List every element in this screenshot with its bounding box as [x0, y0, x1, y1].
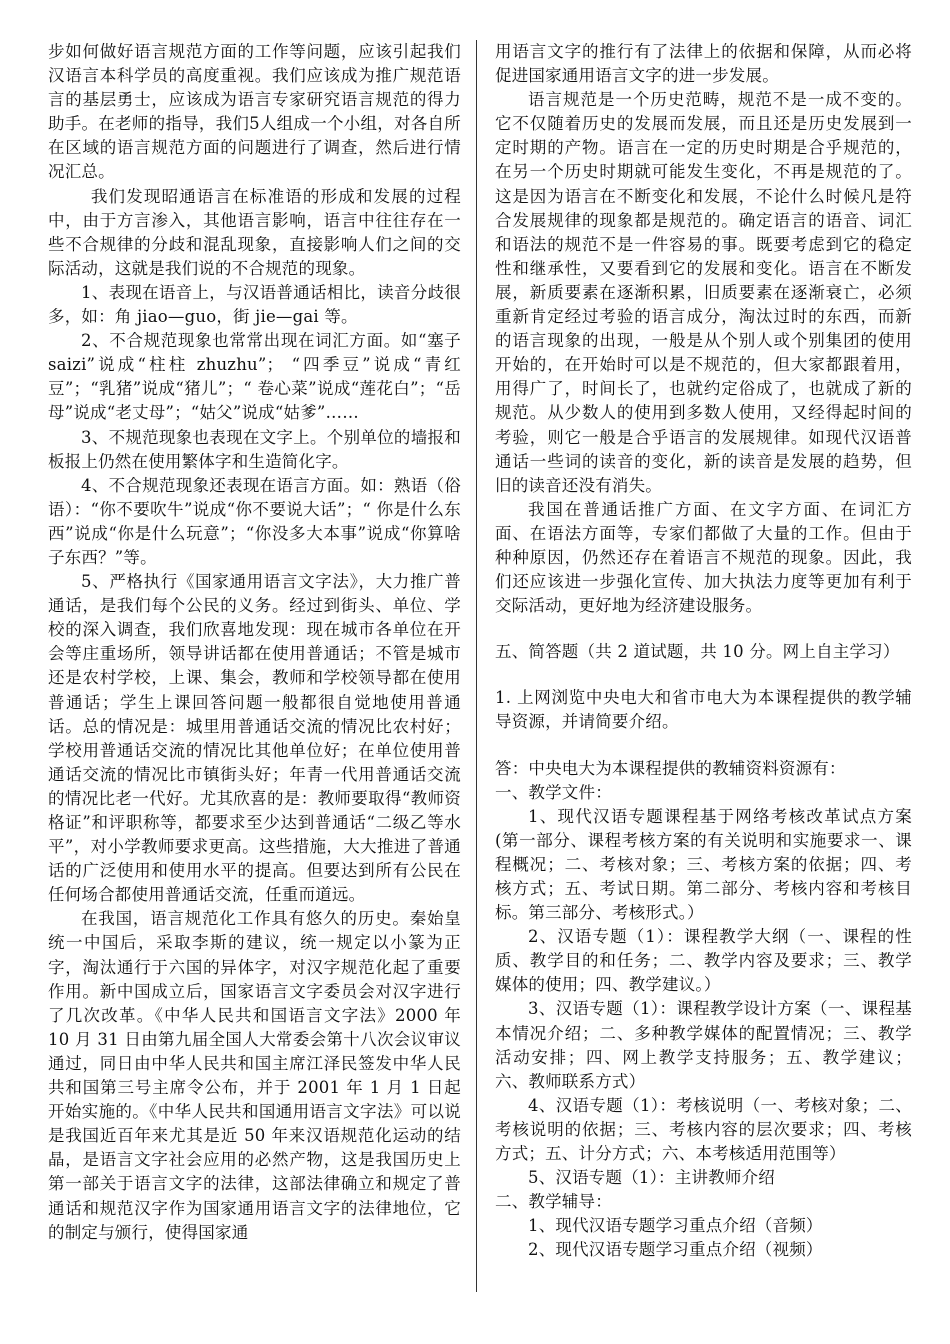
teaching-files-heading: 一、教学文件： [495, 782, 612, 802]
list-item: 5、汉语专题（1）：主讲教师介绍 [528, 1168, 775, 1188]
paragraph: 语言规范是一个历史范畴，规范不是一成不变的。它不仅随着历史的发展而发展，而且还是历史发展到一定时期的产物。语言在一定的历史时期是合乎规范的，在另一个历史时期就可能发生变化，不再是规范的了。这是因为语言在不断变化和发展，不论什么时候凡是符合发展规律的现象都是规范的。确定语言的语音、词汇和语法的规范不是一件容易的事。既要考虑到它的稳定性和继承性，又要看到它的发展和变化。语言在不断发展，新质要素在逐渐积累，旧质要素在逐渐衰亡，必须重新肯定经过考验的语言成分，淘汰过时的东西，而新的语言现象的出现，一般是从个别人或个别集团的使用开始的，在开始时可以是不规范的，但大家都跟着用，用得广了，时间长了，也就约定俗成了，也就成了新的规范。从少数人的使用到多数人使用，又经得起时间的考验，则它一般是合乎语言的发展规律。如现代汉语普通话一些词的读音的变化，新的读音是发展的趋势，但旧的读音还没有消失。 [495, 90, 912, 495]
list-item: 4、汉语专题（1）：考核说明（一、考核对象；二、考核说明的依据；三、考核内容的层次要求；四、考核方式；五、计分方式；六、本考核适用范围等） [495, 1095, 912, 1164]
paragraph: 1、表现在语音上，与汉语普通话相比，读音分歧很多，如：角 jiao—guo，街 jie—gai 等。 [48, 282, 461, 327]
list-item: 1、现代汉语专题学习重点介绍（音频） [528, 1216, 823, 1236]
paragraph: 我国在普通话推广方面、在文字方面、在词汇方面、在语法方面等，专家们都做了大量的工作。但由于种种原因，仍然还存在着语言不规范的现象。因此，我们还应该进一步强化宣传、加大执法力度等更加有利于交际活动，更好地为经济建设服务。 [495, 499, 912, 616]
paragraph: 3、不规范现象也表现在文字上。个别单位的墙报和板报上仍然在使用繁体字和生造简化字。 [48, 427, 461, 471]
list-item: 2、现代汉语专题学习重点介绍（视频） [528, 1240, 823, 1260]
list-item: 2、汉语专题（1）：课程教学大纲（一、课程的性质、教学目的和任务；二、教学内容及要求；三、教学媒体的使用；四、教学建议。） [495, 927, 912, 995]
teaching-support-heading: 二、教学辅导： [495, 1192, 612, 1212]
paragraph: 5、严格执行《国家通用语言文字法》，大力推广普通话，是我们每个公民的义务。经过到街头、单位、学校的深入调查，我们欣喜地发现：现在城市各单位在开会等庄重场所，领导讲话都在使用普通话；不管是城市还是农村学校，上课、集会，教师和学校领导都在使用普通话；学生上课回答问题一般都很自觉地使用普通话。总的情况是：城里用普通话交流的情况比农村好；学校用普通话交流的情况比其他单位好；在单位使用普通话交流的情况比市镇街头好；年青一代用普通话交流的情况比老一代好。尤其欣喜的是：教师要取得“教师资格证”和评职称等，都要求至少达到普通话“二级乙等水平”，对小学教师要求更高。这些措施，大大推进了普通话的广泛使用和使用水平的提高。但要达到所有公民在任何场合都使用普通话交流，任重而道远。 [48, 572, 461, 905]
paragraph: 我们发现昭通语言在标准语的形成和发展的过程中，由于方言渗入，其他语言影响，语言中往往存在一些不合规律的分歧和混乱现象，直接影响人们之间的交际活动，这就是我们说的不合规范的现象。 [48, 186, 461, 278]
column-divider [476, 40, 477, 1292]
paragraph: 用语言文字的推行有了法律上的依据和保障，从而必将促进国家通用语言文字的进一步发展。 [495, 42, 912, 86]
paragraph: 步如何做好语言规范方面的工作等问题，应该引起我们汉语言本科学员的高度重视。我们应该成为推广规范语言的基层勇士，应该成为语言专家研究语言规范的得力助手。在老师的指导，我们5人组成一个小组，对各自所在区域的语言规范方面的问题进行了调查，然后进行情况汇总。 [48, 42, 461, 182]
paragraph: 2、不合规范现象也常常出现在词汇方面。如“塞子saizi”说成“柱柱 zhuzhu”； “四季豆”说成“青红豆”；“乳猪”说成“猪儿”；“ 卷心菜”说成“莲花白”；“岳母”说成“老丈母”；“姑父”说成“姑爹”…… [48, 331, 461, 423]
list-item: 1、现代汉语专题课程基于网络考核改革试点方案(第一部分、课程考核方案的有关说明和实施要求一、课程概况；二、考核对象；三、考核方案的依据；四、考核方式；五、考试日期。第二部分、考核内容和考核目标。第三部分、考核形式。） [495, 806, 912, 923]
paragraph: 在我国，语言规范化工作具有悠久的历史。秦始皇统一中国后，采取李斯的建议，统一规定以小篆为正字，淘汰通行于六国的异体字，对汉字规范化起了重要作用。新中国成立后，国家语言文字委员会对汉字进行了几次改革。《中华人民共和国语言文字法》2000 年 10 月 31 日由第九届全国人大常委会第十八次会议审议通过，同日由中华人民共和国主席江泽民签发中华人民共和国第三号主席令公布，并于 2001 年 1 月 1 日起开始实施的。《中华人民共和国通用语言文字法》可以说是我国近百年来尤其是近 50 年来汉语规范化运动的结晶，是语言文字社会应用的必然产物，这是我国历史上第一部关于语言文字的法律，这部法律确立和规定了普通话和规范汉字作为国家通用语言文字的法律地位，它的制定与颁行，使得国家通 [48, 909, 461, 1242]
answer-intro: 答：中央电大为本课程提供的教辅资料资源有： [495, 758, 846, 778]
paragraph: 4、不合规范现象还表现在语言方面。如：熟语（俗语）：“你不要吹牛”说成“你不要说大话”；“ 你是什么东西”说成“你是什么玩意”；“你没多大本事”说成“你算啥子东西？”等。 [48, 475, 461, 567]
list-item: 3、汉语专题（1）：课程教学设计方案（一、课程基本情况介绍；二、多种教学媒体的配置情况；三、教学活动安排；四、网上教学支持服务；五、教学建议；六、教师联系方式） [495, 999, 912, 1091]
left-column [48, 40, 461, 1245]
right-column [495, 40, 912, 1263]
question-text: 1. 上网浏览中央电大和省市电大为本课程提供的教学辅导资源，并请简要介绍。 [495, 688, 912, 732]
section-heading: 五、简答题（共 2 道试题，共 10 分。网上自主学习） [495, 642, 900, 662]
